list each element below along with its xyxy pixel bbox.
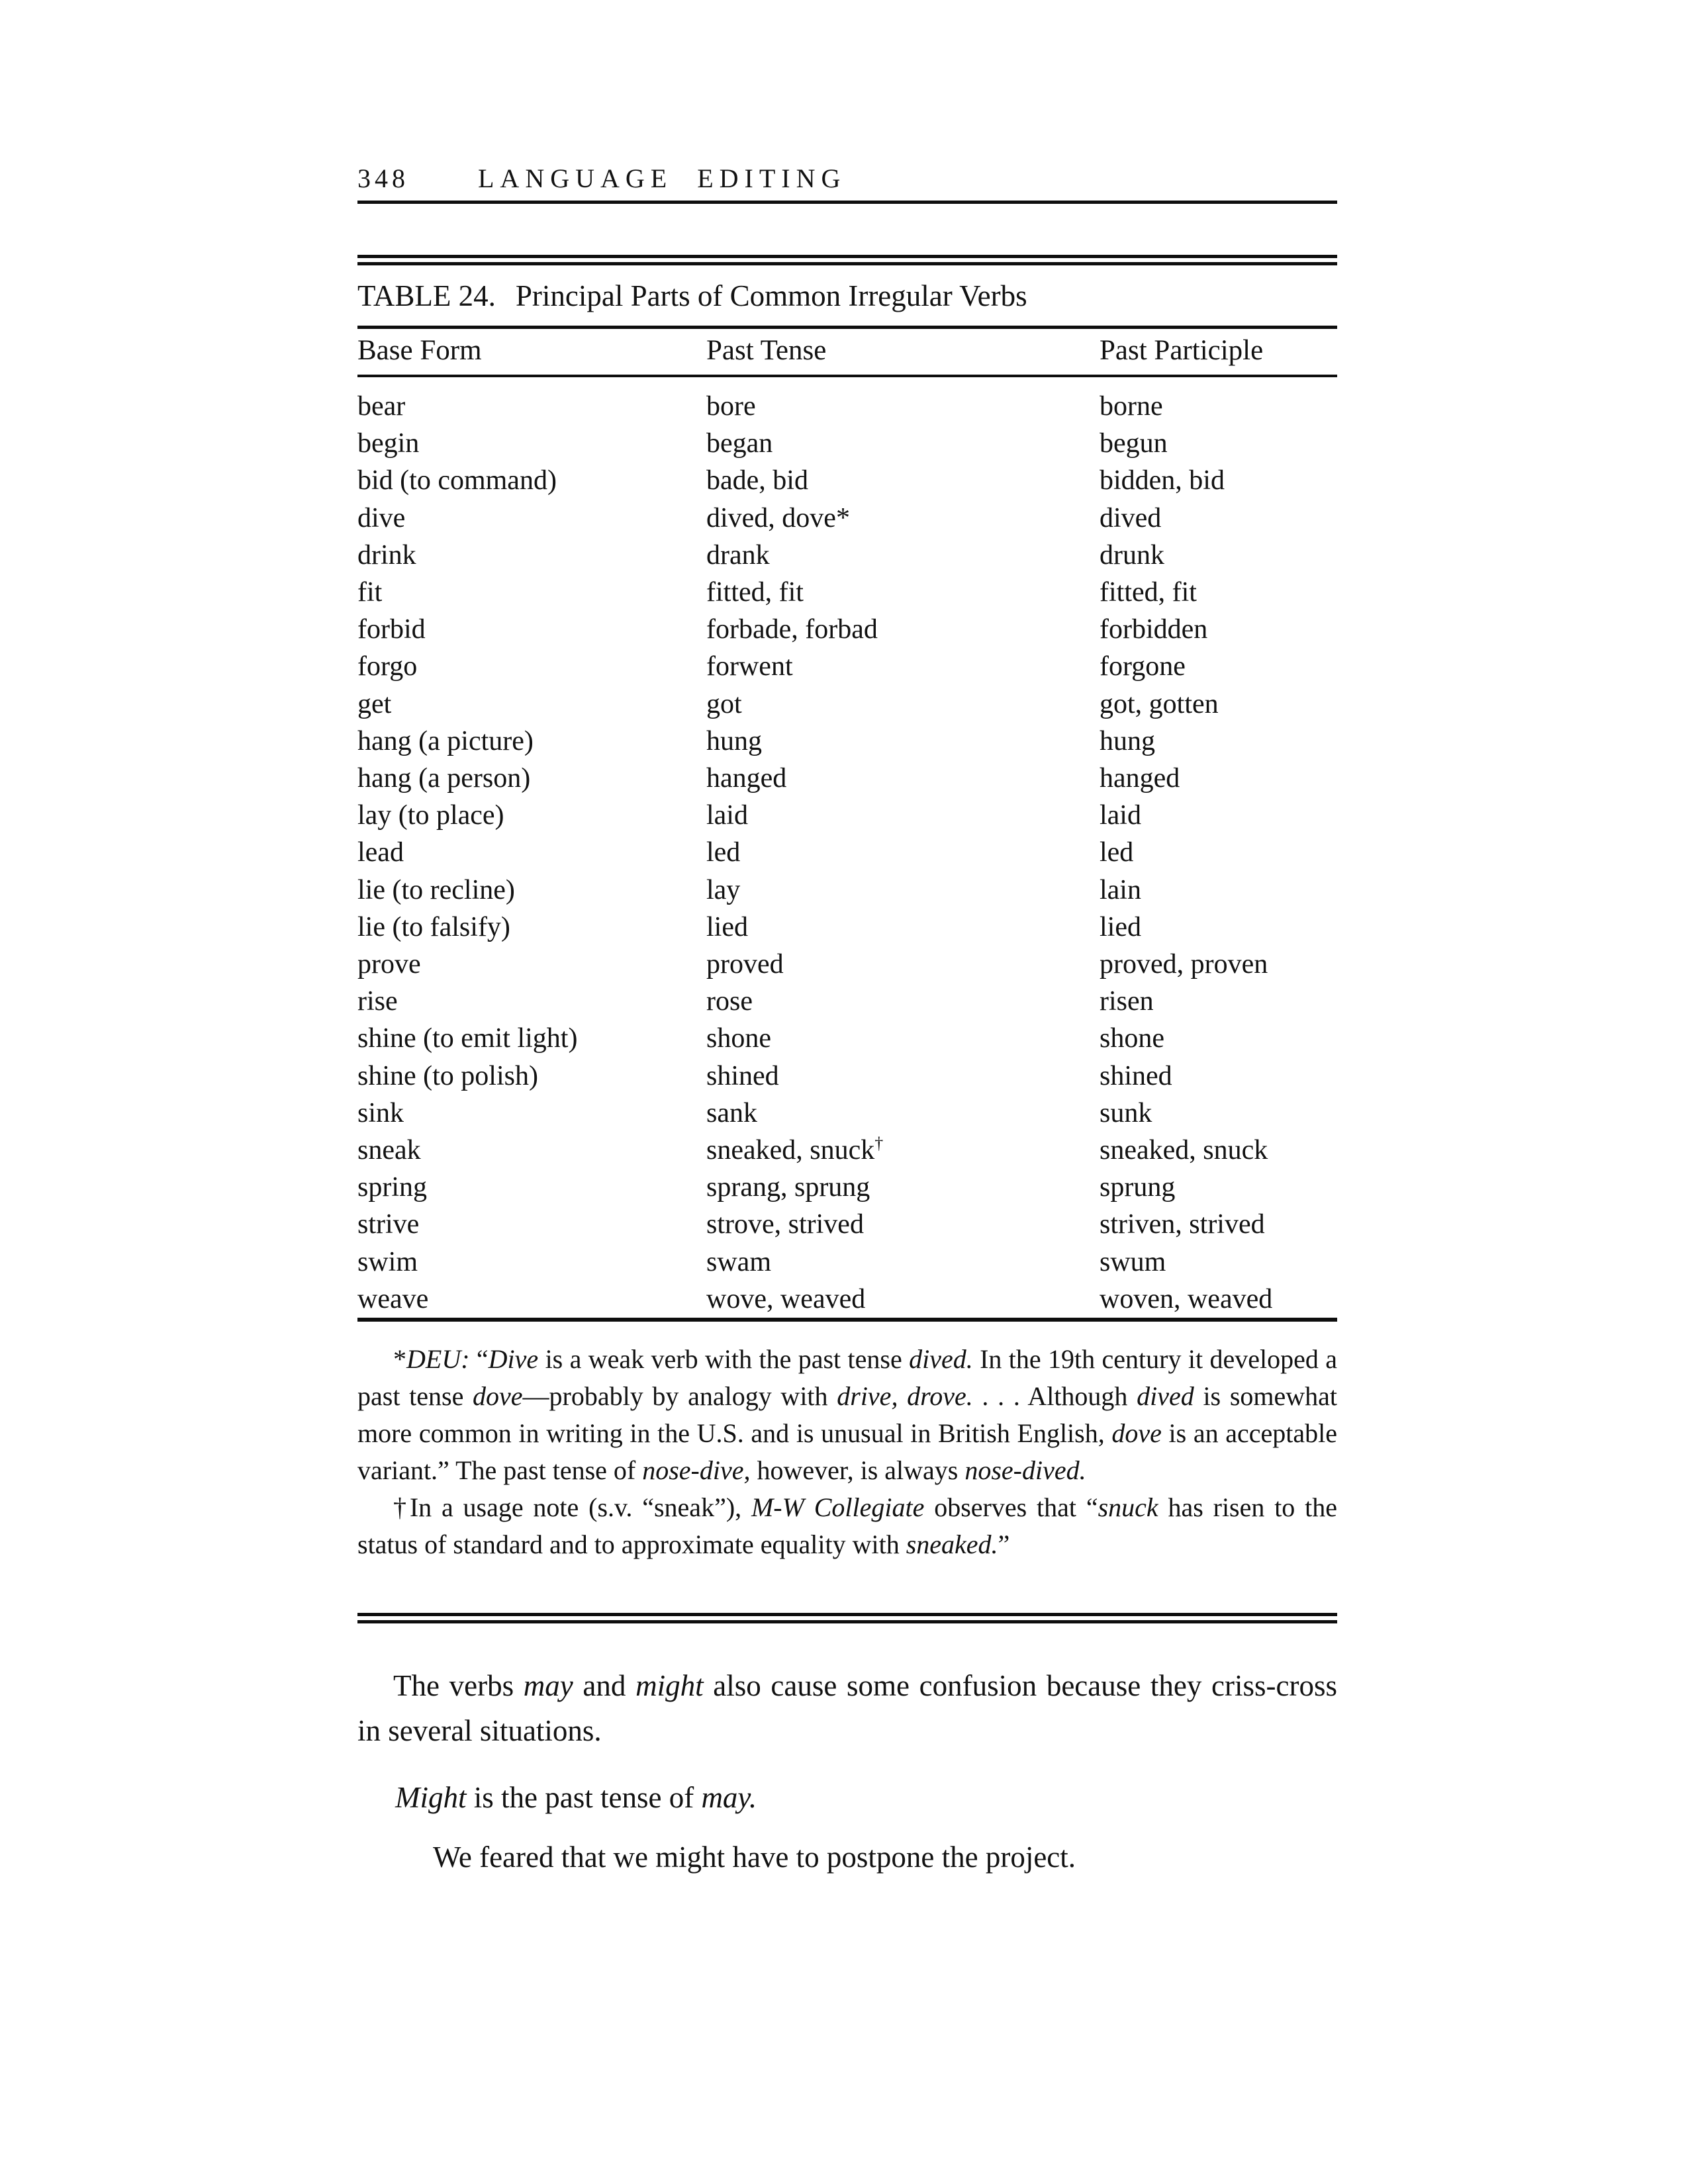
table-row (357, 574, 1337, 611)
table-footnotes (357, 1341, 1337, 1563)
running-header (357, 163, 1337, 194)
table-cell: drunk (1100, 539, 1164, 570)
table-label: TABLE 24. (357, 279, 496, 312)
table-cell: sprung (1100, 1172, 1176, 1203)
table-cell: sink (357, 1097, 404, 1128)
table-cell: proved (706, 949, 784, 980)
table-cell: laid (1100, 800, 1141, 831)
table-cell: hang (a picture) (357, 725, 534, 756)
table-cell: led (706, 837, 741, 868)
table-cell: lain (1100, 874, 1141, 905)
example-sentence: We feared that we might have to postpone the project. (433, 1841, 1076, 1874)
table-column-headers (357, 334, 1337, 367)
header-rule (357, 201, 1337, 204)
table-cell: sank (706, 1097, 757, 1128)
table-row (357, 1169, 1337, 1206)
table-cell: forbade, forbad (706, 614, 878, 645)
table-row (357, 1020, 1337, 1057)
table-cell: drink (357, 539, 416, 570)
table-cell: strove, strived (706, 1209, 864, 1240)
footnote-sneak: †In a usage note (s.v. “sneak”), M-W Collegiate observes that “snuck has risen to the status of standard and to approximate equality with sneaked.” (357, 1492, 1337, 1559)
table-cell: rose (706, 986, 753, 1017)
table-cell: dived, dove* (706, 502, 850, 533)
table-cell: striven, strived (1100, 1209, 1265, 1240)
table-row (357, 834, 1337, 871)
table-row (357, 1244, 1337, 1281)
table-cell: prove (357, 949, 421, 980)
table-cell: led (1100, 837, 1134, 868)
table-cell: lie (to falsify) (357, 911, 510, 942)
table-row (357, 611, 1337, 648)
usage-rule-statement: Might is the past tense of may. (395, 1781, 757, 1814)
table-closing-double-rule (357, 1613, 1337, 1623)
table-cell: hung (706, 725, 762, 756)
table-cell: lied (706, 911, 748, 942)
table-row (357, 686, 1337, 723)
table-row (357, 1095, 1337, 1132)
table-row (357, 537, 1337, 574)
table-cell: strive (357, 1209, 420, 1240)
table-cell: fit (357, 577, 383, 608)
table-cell: swum (1100, 1246, 1166, 1277)
table-row (357, 462, 1337, 499)
table-cell: laid (706, 800, 748, 831)
table-row (357, 425, 1337, 462)
table-row (357, 648, 1337, 685)
table-caption (357, 279, 1337, 313)
table-cell: hung (1100, 725, 1155, 756)
table-cell: bear (357, 391, 406, 422)
table-cell: proved, proven (1100, 949, 1268, 980)
table-cell: forbidden (1100, 614, 1208, 645)
table-cell: rise (357, 986, 398, 1017)
table-cell: swim (357, 1246, 418, 1277)
table-cell: swam (706, 1246, 771, 1277)
table-cell: lead (357, 837, 404, 868)
table-bottom-rule (357, 1318, 1337, 1322)
table-row (357, 909, 1337, 946)
table-cell: got (706, 688, 742, 719)
table-cell: wove, weaved (706, 1283, 866, 1314)
table-cell: bid (to command) (357, 465, 557, 496)
table-row (357, 388, 1337, 425)
table-row (357, 1206, 1337, 1243)
table-cell: sunk (1100, 1097, 1152, 1128)
table-cell: got, gotten (1100, 688, 1219, 719)
table-cell: borne (1100, 391, 1163, 422)
table-cell: forgone (1100, 651, 1186, 682)
table-row (357, 760, 1337, 797)
table-cell: lay (to place) (357, 800, 504, 831)
table-cell: spring (357, 1172, 427, 1203)
table-cell: shine (to emit light) (357, 1023, 578, 1054)
table-row (357, 723, 1337, 760)
running-head-title: LANGUAGE EDITING (478, 163, 847, 193)
table-cell: shone (706, 1023, 771, 1054)
footnote-dive: *DEU: “Dive is a weak verb with the past tense dived. In the 19th century it developed a past tense dove—probably by analogy with drive, drove. . . . Although dived is somewhat more common in writing in the U.S. and is unusual in British English, dove is an acceptable variant.” The past tense of nose-dive, however, is always nose-dived. (357, 1344, 1338, 1485)
table-row (357, 1132, 1337, 1169)
table-row (357, 872, 1337, 909)
table-cell: sneaked, snuck† (706, 1134, 884, 1166)
table-cell: weave (357, 1283, 429, 1314)
table-cell: sneak (357, 1135, 421, 1166)
body-paragraph-may-might: The verbs may and might also cause some confusion because they criss-cross in several situations. (357, 1669, 1337, 1747)
page-number: 348 (357, 163, 409, 193)
table-cell: shined (706, 1060, 779, 1091)
column-header-past-participle: Past Participle (1100, 335, 1264, 366)
table-cell: risen (1100, 986, 1154, 1017)
table-cell: bidden, bid (1100, 465, 1225, 496)
table-cell: began (706, 428, 773, 459)
table-row (357, 946, 1337, 983)
table-cell: bade, bid (706, 465, 808, 496)
table-title-text: Principal Parts of Common Irregular Verbs (515, 279, 1027, 312)
table-cell: drank (706, 539, 770, 570)
table-cell: shine (to polish) (357, 1060, 538, 1091)
table-caption-rule (357, 326, 1337, 329)
table-cell: fitted, fit (706, 577, 804, 608)
table-top-double-rule (357, 255, 1337, 265)
table-row (357, 500, 1337, 537)
column-header-past-tense: Past Tense (706, 335, 827, 366)
table-row (357, 1058, 1337, 1095)
table-cell: forwent (706, 651, 793, 682)
table-cell: hanged (706, 763, 787, 794)
table-cell: lay (706, 874, 741, 905)
table-cell: sprang, sprung (706, 1172, 870, 1203)
table-cell: begun (1100, 428, 1168, 459)
table-cell: shone (1100, 1023, 1164, 1054)
table-row (357, 983, 1337, 1020)
table-body (357, 388, 1337, 1318)
table-cell: dived (1100, 502, 1162, 533)
table-cell: woven, weaved (1100, 1283, 1273, 1314)
table-cell: dive (357, 502, 406, 533)
table-cell: sneaked, snuck (1100, 1135, 1268, 1166)
table-cell: lied (1100, 911, 1141, 942)
table-cell: hang (a person) (357, 763, 531, 794)
table-cell: forgo (357, 651, 418, 682)
column-header-base-form: Base Form (357, 335, 482, 366)
table-cell: bore (706, 391, 756, 422)
column-header-rule (357, 375, 1337, 377)
table-row (357, 1281, 1337, 1318)
table-cell: shined (1100, 1060, 1172, 1091)
table-cell: hanged (1100, 763, 1180, 794)
table-cell: lie (to recline) (357, 874, 515, 905)
table-cell: get (357, 688, 392, 719)
table-cell: forbid (357, 614, 426, 645)
table-cell: begin (357, 428, 420, 459)
table-cell: fitted, fit (1100, 577, 1197, 608)
table-row (357, 797, 1337, 834)
